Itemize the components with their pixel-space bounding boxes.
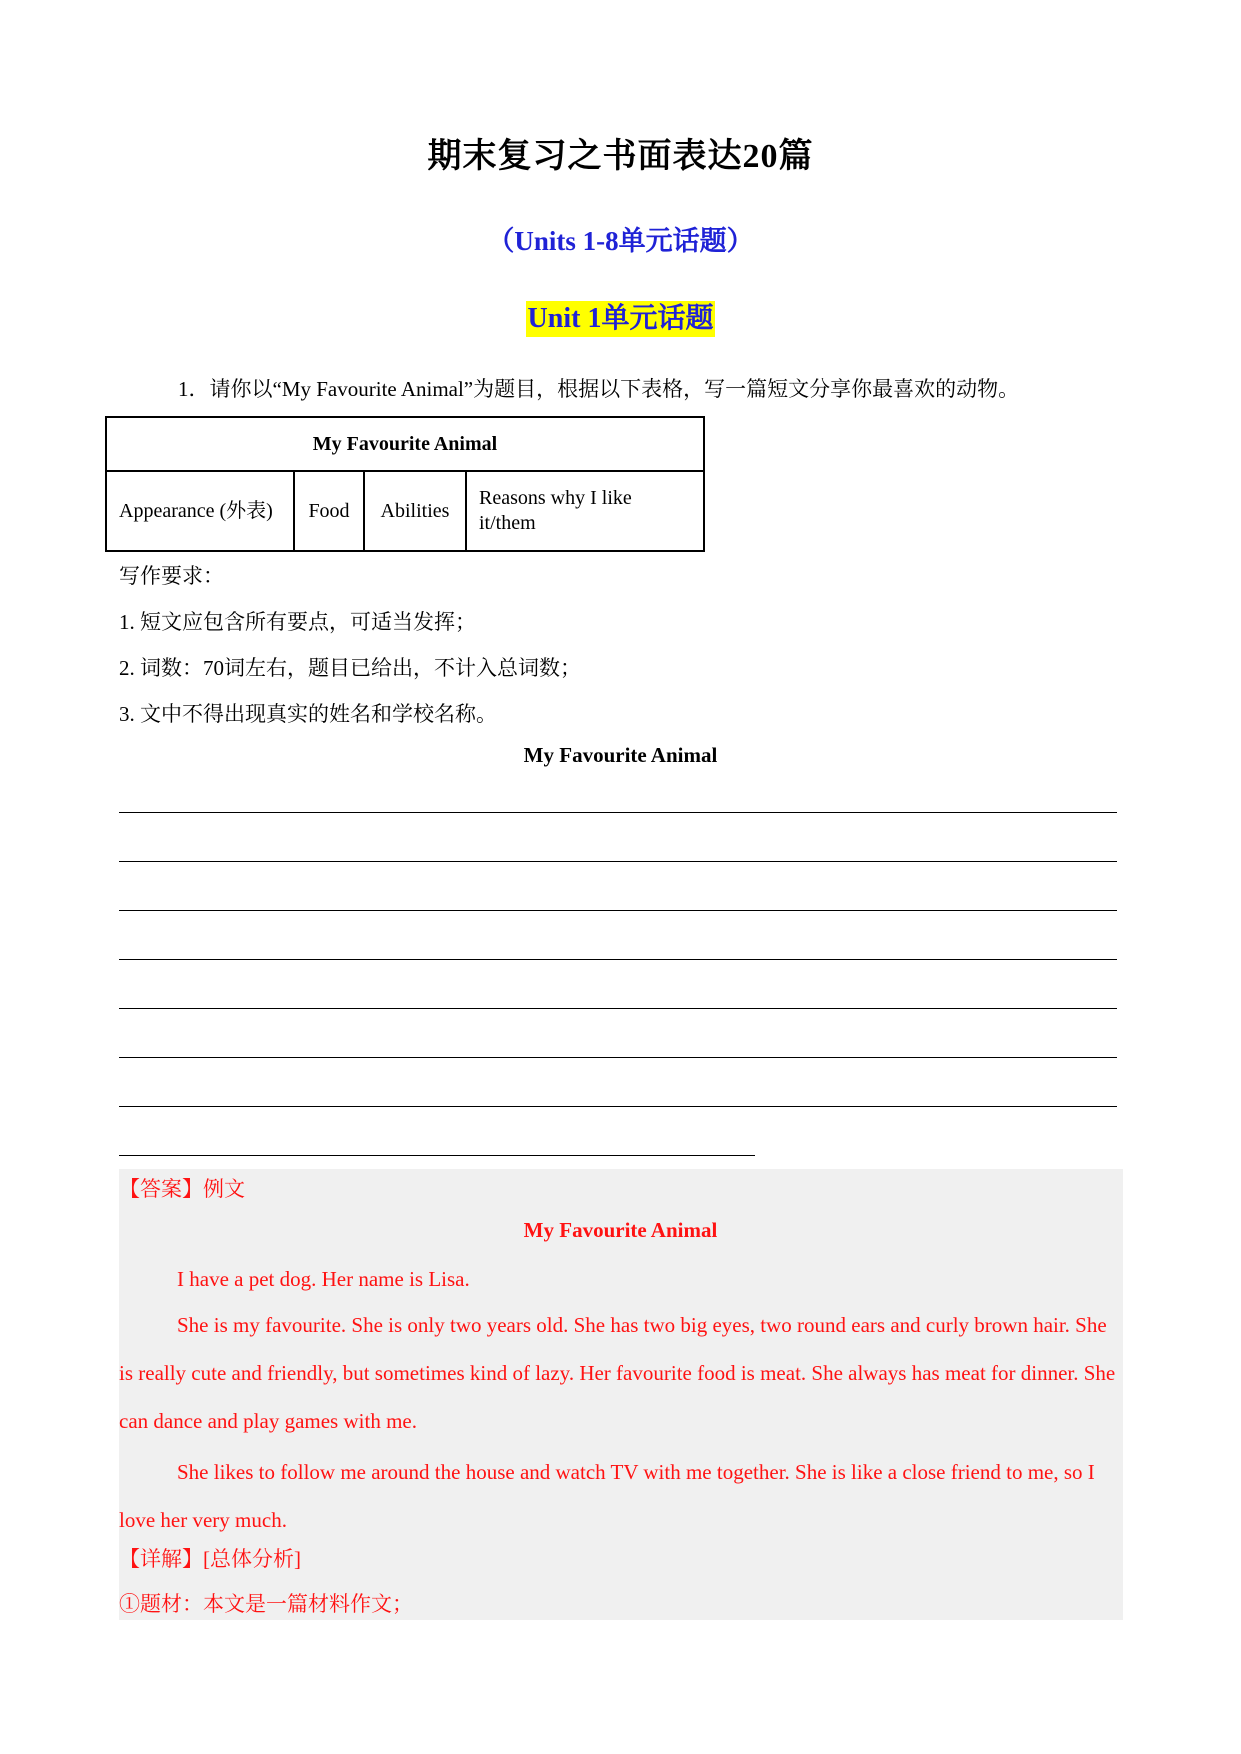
unit-heading-wrapper [0, 301, 1241, 337]
requirements-label: 写作要求： [119, 564, 224, 588]
table-cell-abilities: Abilities [364, 471, 466, 551]
table-cell-reasons: Reasons why I like it/them [466, 471, 704, 551]
analysis-topic: ①题材：本文是一篇材料作文； [119, 1592, 413, 1616]
table-cell-food: Food [294, 471, 364, 551]
requirement-item: 1. 短文应包含所有要点，可适当发挥； [119, 610, 476, 634]
unit-heading: Unit 1单元话题 [526, 301, 716, 337]
table-row [106, 471, 704, 551]
answer-paragraph: She is my favourite. She is only two years old. She has two big eyes, two round ears and curly brown hair. She is really cute and friendly, but sometimes kind of lazy. Her favourite food is meat. She always has meat for dinner. She can dance and play games with me. [119, 1313, 1116, 1433]
table-header: My Favourite Animal [106, 417, 704, 471]
answer-essay-title: My Favourite Animal [523, 1218, 718, 1242]
writing-line [119, 959, 1117, 960]
writing-line [119, 1008, 1117, 1009]
document-subtitle: （Units 1-8单元话题） [487, 226, 754, 256]
essay-title: My Favourite Animal [523, 743, 718, 767]
answer-label: 【答案】例文 [119, 1177, 245, 1201]
table-cell-appearance: Appearance (外表) [106, 471, 294, 551]
document-title: 期末复习之书面表达20篇 [427, 138, 814, 175]
writing-line [119, 1057, 1117, 1058]
writing-line [119, 1155, 755, 1156]
requirement-item: 3. 文中不得出现真实的姓名和学校名称。 [119, 702, 497, 726]
writing-line [119, 1106, 1117, 1107]
outline-table [105, 416, 705, 552]
answer-paragraph: I have a pet dog. Her name is Lisa. [177, 1267, 470, 1291]
writing-line [119, 812, 1117, 813]
writing-line [119, 861, 1117, 862]
requirement-item: 2. 词数：70词左右，题目已给出，不计入总词数； [119, 656, 581, 680]
answer-paragraph: She likes to follow me around the house and watch TV with me together. She is like a close friend to me, so I love her very much. [119, 1460, 1095, 1532]
writing-line [119, 910, 1117, 911]
question-prompt: 1．请你以“My Favourite Animal”为题目，根据以下表格，写一篇短文分享你最喜欢的动物。 [178, 377, 1020, 401]
detail-label: 【详解】[总体分析] [119, 1547, 301, 1571]
